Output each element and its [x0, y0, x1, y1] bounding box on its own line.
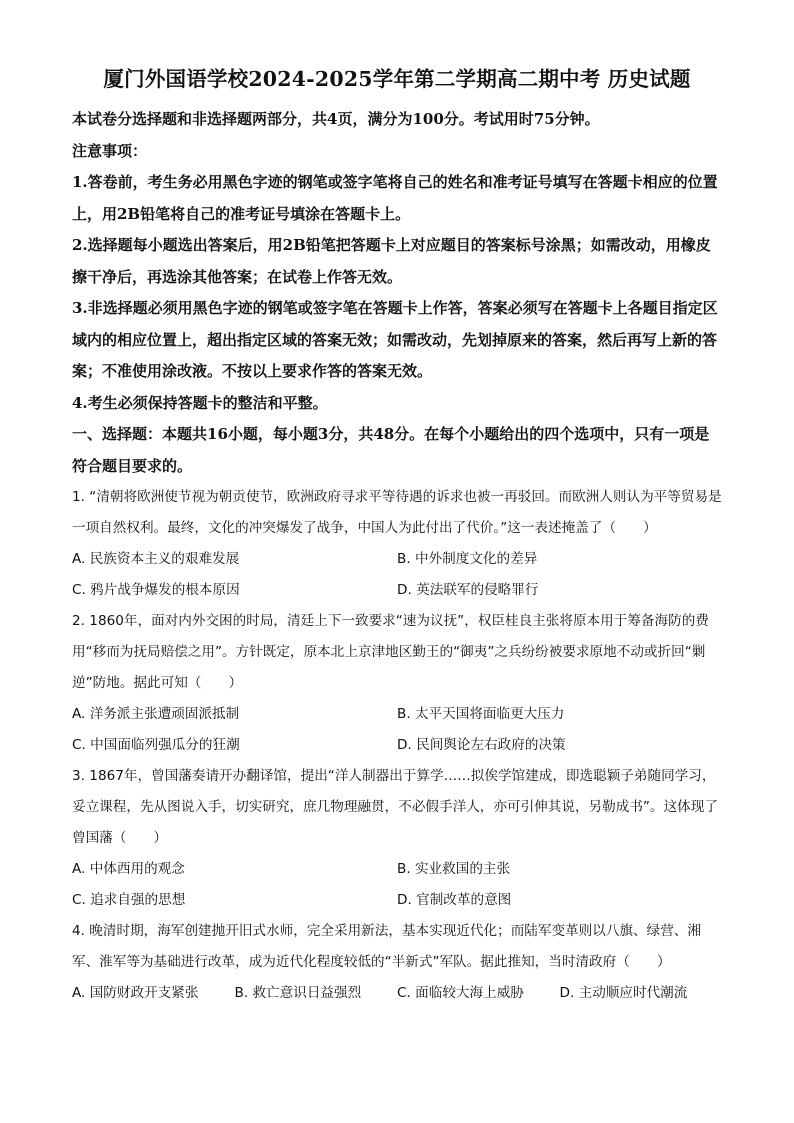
note-item: 2.选择题每小题选出答案后，用2B铅笔把答题卡上对应题目的答案标号涂黑；如需改动，用橡皮擦干净后，再选涂其他答案；在试卷上作答无效。 — [72, 236, 711, 286]
options-row — [72, 854, 722, 885]
option-d[interactable]: D. 主动顺应时代潮流 — [559, 985, 688, 1001]
option-b[interactable]: B. 中外制度文化的差异 — [397, 551, 538, 567]
options-row — [72, 978, 722, 1009]
question-3 — [72, 761, 722, 916]
options-row — [72, 885, 722, 916]
option-c[interactable]: C. 中国面临列强瓜分的狂潮 — [72, 737, 240, 753]
option-a[interactable]: A. 国防财政开支紧张 — [72, 985, 199, 1001]
option-a[interactable]: A. 民族资本主义的艰难发展 — [72, 551, 240, 567]
option-d[interactable]: D. 民间舆论左右政府的决策 — [397, 737, 566, 753]
question-1 — [72, 482, 722, 606]
option-b[interactable]: B. 实业救国的主张 — [397, 861, 511, 877]
option-a[interactable]: A. 中体西用的观念 — [72, 861, 185, 877]
note-item: 3.非选择题必须用黑色字迹的钢笔或签字笔在答题卡上作答，答案必须写在答题卡上各题目指定区域内的相应位置上，超出指定区域的答案无效；如需改动，先划掉原来的答案，然后再写上新的答案；不准使用涂改液。不按以上要求作答的答案无效。 — [72, 299, 718, 380]
option-d[interactable]: D. 官制改革的意图 — [397, 892, 512, 908]
question-stem: 2. 1860年，面对内外交困的时局，清廷上下一致要求“速为议抚”，权臣桂良主张将原本用于筹备海防的费用“移而为抚局赔偿之用”。方针既定，原本北上京津地区勤王的“御夷”之兵纷纷被要求原地不动或折回“剿逆”防地。据此可知（ ） — [72, 613, 709, 691]
page-title: 厦门外国语学校2024-2025学年第二学期高二期中考 历史试题 — [103, 67, 691, 91]
question-stem: 4. 晚清时期，海军创建抛开旧式水师，完全采用新法，基本实现近代化；而陆军变革则以八旗、绿营、湘军、淮军等为基础进行改革，成为近代化程度较低的“半新式”军队。据此推知，当时清政府（ ） — [72, 923, 702, 970]
exam-page — [72, 62, 722, 1009]
option-b[interactable]: B. 救亡意识日益强烈 — [234, 985, 362, 1001]
option-d[interactable]: D. 英法联军的侵略罪行 — [397, 582, 539, 598]
intro-text: 本试卷分选择题和非选择题两部分，共4页，满分为100分。考试用时75分钟。 — [72, 110, 600, 128]
section-heading: 一、选择题：本题共16小题，每小题3分，共48分。在每个小题给出的四个选项中，只有一项是符合题目要求的。 — [72, 425, 710, 475]
options-row — [72, 699, 722, 730]
option-b[interactable]: B. 太平天国将面临更大压力 — [397, 706, 565, 722]
option-c[interactable]: C. 追求自强的思想 — [72, 892, 186, 908]
option-a[interactable]: A. 洋务派主张遭顽固派抵制 — [72, 706, 240, 722]
question-2 — [72, 606, 722, 761]
option-c[interactable]: C. 鸦片战争爆发的根本原因 — [72, 582, 240, 598]
options-row — [72, 544, 722, 575]
options-row — [72, 730, 722, 761]
question-4 — [72, 916, 722, 1009]
note-item: 1.答卷前，考生务必用黑色字迹的钢笔或签字笔将自己的姓名和准考证号填写在答题卡相应的位置上，用2B铅笔将自己的准考证号填涂在答题卡上。 — [72, 173, 718, 223]
note-item: 4.考生必须保持答题卡的整洁和平整。 — [72, 393, 328, 412]
question-stem: 1. “清朝将欧洲使节视为朝贡使节，欧洲政府寻求平等待遇的诉求也被一再驳回。而欧洲人则认为平等贸易是一项自然权利。最终，文化的冲突爆发了战争，中国人为此付出了代价。”这一表述掩盖了（ ） — [72, 489, 722, 536]
options-row — [72, 575, 722, 606]
question-stem: 3. 1867年，曾国藩奏请开办翻译馆，提出“洋人制器出于算学……拟俟学馆建成，即选聪颖子弟随同学习，妥立课程，先从图说入手，切实研究，庶几物理融贯，不必假手洋人，亦可引伸其说，另勒成书”。这体现了曾国藩（ ） — [72, 768, 718, 846]
notes-heading: 注意事项： — [72, 141, 148, 160]
option-c[interactable]: C. 面临较大海上威胁 — [397, 985, 524, 1001]
